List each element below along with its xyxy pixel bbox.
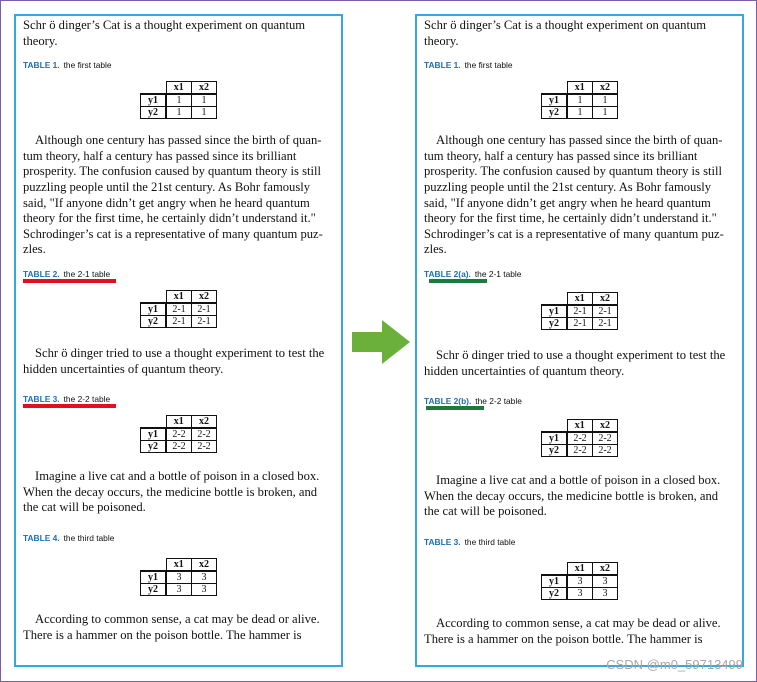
table-cell: 3 [192, 583, 217, 595]
table-1 [541, 81, 618, 119]
text-line: Schrodinger’s cat is a representative of many quantum puz- [424, 226, 724, 241]
right-document-content [424, 18, 735, 647]
table-row [141, 428, 217, 441]
caption-table-3 [424, 536, 735, 548]
column-header: x2 [192, 290, 217, 303]
caption-table-2 [23, 268, 334, 280]
paragraph-2 [424, 133, 735, 258]
table-corner [141, 558, 167, 571]
table-row [141, 107, 217, 119]
table-row [141, 303, 217, 316]
text-line: hidden uncertainties of quantum theory. [23, 361, 224, 376]
table-1 [140, 81, 217, 119]
table-row [542, 445, 618, 457]
table-corner [542, 292, 568, 305]
text-line: the cat will be poisoned. [424, 504, 547, 519]
column-header: x1 [567, 292, 593, 305]
caption-text: the third table [63, 532, 115, 543]
green-underline-marker [429, 279, 487, 283]
table-corner [542, 420, 568, 433]
table-cell: 1 [192, 94, 217, 107]
table-cell: 2-2 [192, 441, 217, 453]
caption-text: the 2-2 table [475, 396, 522, 407]
row-header: y2 [542, 317, 568, 329]
table-row [141, 441, 217, 453]
table-corner [141, 82, 167, 95]
text-line: According to common sense, a cat may be dead or alive. [436, 615, 721, 630]
text-line: There is a hammer on the poison bottle. The hammer is [23, 627, 302, 642]
paragraph-3 [424, 348, 735, 379]
row-header: y2 [141, 315, 167, 327]
table-cell: 2-1 [567, 317, 593, 329]
column-header: x2 [593, 292, 618, 305]
table-cell: 3 [593, 587, 618, 599]
table-row [141, 571, 217, 584]
table-row [542, 94, 618, 107]
table-cell: 1 [593, 94, 618, 107]
table-cell: 3 [192, 571, 217, 584]
watermark: CSDN @m0_59713499 [606, 657, 743, 672]
table-row [141, 94, 217, 107]
table-cell: 1 [593, 107, 618, 119]
row-header: y1 [141, 303, 167, 316]
text-line: Although one century has passed since the birth of quan- [436, 133, 723, 148]
text-line: Schrodinger’s cat is a representative of many quantum puz- [23, 226, 323, 241]
table-row [542, 587, 618, 599]
paragraph-1 [23, 18, 334, 49]
column-header: x2 [192, 558, 217, 571]
caption-table-4 [23, 532, 334, 544]
right-document-panel [415, 14, 744, 667]
row-header: y1 [141, 94, 167, 107]
red-underline-marker [23, 279, 116, 283]
table-cell: 2-2 [567, 432, 593, 445]
table-cell: 3 [567, 587, 593, 599]
row-header: y2 [141, 107, 167, 119]
table-cell: 1 [166, 94, 192, 107]
table-cell: 1 [192, 107, 217, 119]
row-header: y1 [141, 571, 167, 584]
row-header: y1 [542, 432, 568, 445]
caption-table-3 [23, 393, 334, 405]
text-line: Schr ö dinger tried to use a thought experiment to test the [436, 347, 726, 362]
table-row [542, 317, 618, 329]
text-line: hidden uncertainties of quantum theory. [424, 363, 625, 378]
row-header: y2 [141, 583, 167, 595]
caption-text: the first table [63, 60, 112, 71]
column-header: x1 [567, 562, 593, 575]
text-line: theory. [23, 33, 58, 48]
text-line: tum theory, half a century has passed since its brilliant [424, 148, 698, 163]
table-cell: 3 [166, 583, 192, 595]
text-line: There is a hammer on the poison bottle. The hammer is [424, 631, 703, 646]
row-header: y1 [542, 94, 568, 107]
paragraph-5 [424, 616, 735, 647]
text-line: Imagine a live cat and a bottle of poison in a closed box. [436, 473, 721, 488]
caption-label: TABLE 1. [424, 60, 461, 71]
table-row [542, 305, 618, 318]
left-document-content [23, 18, 334, 643]
column-header: x1 [166, 416, 192, 429]
caption-text: the 2-1 table [474, 268, 522, 279]
caption-label: TABLE 4. [23, 532, 60, 543]
row-header: y2 [542, 587, 568, 599]
paragraph-2 [23, 133, 334, 258]
column-header: x2 [593, 562, 618, 575]
table-corner [141, 416, 167, 429]
table-cell: 2-2 [593, 445, 618, 457]
caption-table-2a [424, 268, 735, 280]
text-line: said, "If anyone didn’t get angry when he heard quantum [23, 195, 310, 210]
table-row [141, 583, 217, 595]
table-cell: 2-2 [567, 445, 593, 457]
text-line: When the decay occurs, the medicine bottle is broken, and [424, 488, 719, 503]
table-cell: 1 [567, 107, 593, 119]
text-line: puzzling people until the 21st century. As Bohr famously [424, 179, 712, 194]
table-cell: 2-1 [192, 303, 217, 316]
row-header: y2 [542, 107, 568, 119]
caption-table-1 [23, 59, 334, 71]
table-2b [541, 419, 618, 457]
caption-label: TABLE 2. [23, 268, 60, 279]
column-header: x1 [166, 82, 192, 95]
table-cell: 1 [567, 94, 593, 107]
column-header: x2 [192, 82, 217, 95]
table-cell: 2-2 [593, 432, 618, 445]
caption-text: the first table [464, 60, 513, 71]
caption-table-2b [424, 395, 735, 407]
table-2-2 [140, 415, 217, 453]
text-line: theory for the first time, he certainly didn’t understand it." [23, 211, 316, 226]
paragraph-4 [23, 469, 334, 516]
text-line: tum theory, half a century has passed since its brilliant [23, 148, 297, 163]
caption-label: TABLE 3. [23, 394, 60, 405]
text-line: prosperity. The confusion caused by quantum theory is still [23, 164, 322, 179]
text-line: Schr ö dinger’s Cat is a thought experiment on quantum [424, 18, 707, 32]
caption-label: TABLE 2(b). [424, 396, 472, 407]
table-cell: 2-1 [567, 305, 593, 318]
green-underline-marker [426, 406, 484, 410]
table-row [542, 107, 618, 119]
column-header: x2 [593, 420, 618, 433]
table-3 [140, 558, 217, 596]
table-cell: 2-1 [166, 303, 192, 316]
text-line: prosperity. The confusion caused by quantum theory is still [424, 164, 723, 179]
table-cell: 2-1 [192, 315, 217, 327]
table-cell: 2-1 [593, 317, 618, 329]
text-line: Imagine a live cat and a bottle of poison in a closed box. [35, 469, 320, 484]
text-line: When the decay occurs, the medicine bottle is broken, and [23, 484, 318, 499]
text-line: Although one century has passed since the birth of quan- [35, 133, 322, 148]
table-cell: 3 [593, 575, 618, 588]
table-cell: 3 [166, 571, 192, 584]
column-header: x1 [567, 82, 593, 95]
paragraph-5 [23, 612, 334, 643]
text-line: According to common sense, a cat may be dead or alive. [35, 611, 320, 626]
text-line: the cat will be poisoned. [23, 500, 146, 515]
table-corner [542, 82, 568, 95]
text-line: zles. [424, 242, 447, 257]
caption-label: TABLE 1. [23, 60, 60, 71]
text-line: theory for the first time, he certainly didn’t understand it." [424, 211, 717, 226]
column-header: x1 [166, 558, 192, 571]
caption-label: TABLE 3. [424, 536, 461, 547]
table-cell: 2-2 [166, 441, 192, 453]
column-header: x1 [567, 420, 593, 433]
row-header: y2 [542, 445, 568, 457]
red-underline-marker [23, 404, 116, 408]
text-line: zles. [23, 242, 46, 257]
table-3 [541, 562, 618, 600]
row-header: y1 [542, 575, 568, 588]
caption-label: TABLE 2(a). [424, 268, 471, 279]
table-cell: 3 [567, 575, 593, 588]
table-cell: 2-2 [166, 428, 192, 441]
table-corner [542, 562, 568, 575]
paragraph-1 [424, 18, 735, 49]
caption-table-1 [424, 59, 735, 71]
text-line: puzzling people until the 21st century. As Bohr famously [23, 179, 311, 194]
text-line: Schr ö dinger tried to use a thought experiment to test the [35, 345, 325, 360]
right-arrow-icon [350, 318, 412, 366]
table-2-1 [140, 290, 217, 328]
column-header: x2 [593, 82, 618, 95]
caption-text: the 2-2 table [63, 394, 111, 405]
text-line: theory. [424, 33, 459, 48]
table-cell: 2-1 [166, 315, 192, 327]
caption-text: the 2-1 table [63, 268, 111, 279]
left-document-panel [14, 14, 343, 667]
row-header: y1 [141, 428, 167, 441]
table-row [141, 315, 217, 327]
row-header: y1 [542, 305, 568, 318]
text-line: said, "If anyone didn’t get angry when he heard quantum [424, 195, 711, 210]
table-cell: 2-2 [192, 428, 217, 441]
text-line: Schr ö dinger’s Cat is a thought experiment on quantum [23, 18, 306, 32]
caption-text: the third table [464, 536, 516, 547]
column-header: x2 [192, 416, 217, 429]
table-row [542, 432, 618, 445]
row-header: y2 [141, 441, 167, 453]
column-header: x1 [166, 290, 192, 303]
paragraph-4 [424, 473, 735, 520]
table-row [542, 575, 618, 588]
table-corner [141, 290, 167, 303]
table-cell: 1 [166, 107, 192, 119]
table-2a [541, 292, 618, 330]
table-cell: 2-1 [593, 305, 618, 318]
paragraph-3 [23, 346, 334, 377]
